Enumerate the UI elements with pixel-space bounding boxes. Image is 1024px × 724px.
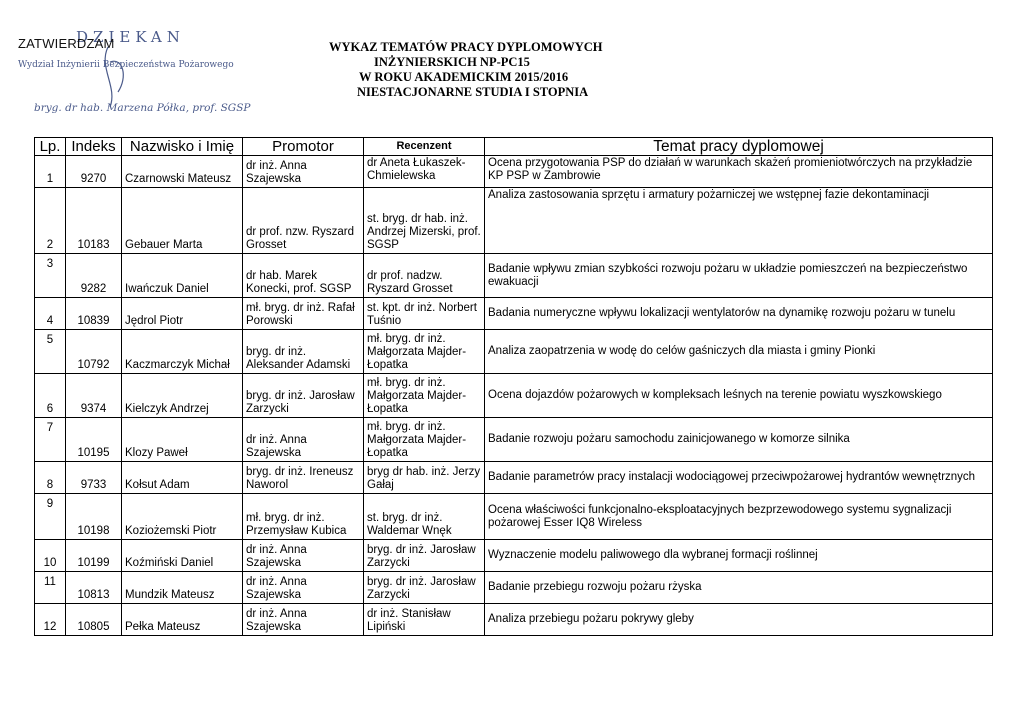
thesis-topics-table bbox=[34, 137, 993, 636]
row-index: 9282 bbox=[66, 254, 122, 298]
stamp-approval-label: ZATWIERDZAM bbox=[18, 36, 115, 51]
row-reviewer: dr inż. Stanisław Lipiński bbox=[364, 604, 485, 636]
header-name: Nazwisko i Imię bbox=[122, 138, 243, 156]
row-promoter: bryg. dr inż. Jarosław Zarzycki bbox=[243, 374, 364, 418]
row-index: 9270 bbox=[66, 156, 122, 188]
row-index: 10199 bbox=[66, 540, 122, 572]
row-lp: 12 bbox=[35, 604, 66, 636]
row-name: Kołsut Adam bbox=[122, 462, 243, 494]
row-lp: 8 bbox=[35, 462, 66, 494]
row-reviewer: bryg dr hab. inż. Jerzy Gałaj bbox=[364, 462, 485, 494]
row-name: Iwańczuk Daniel bbox=[122, 254, 243, 298]
row-index: 9733 bbox=[66, 462, 122, 494]
row-reviewer: bryg. dr inż. Jarosław Zarzycki bbox=[364, 572, 485, 604]
header-topic: Temat pracy dyplomowej bbox=[485, 138, 993, 156]
header-index: Indeks bbox=[66, 138, 122, 156]
row-index: 10805 bbox=[66, 604, 122, 636]
table-row bbox=[35, 540, 993, 572]
row-lp: 5 bbox=[35, 330, 66, 374]
table-row bbox=[35, 156, 993, 188]
row-promoter: dr hab. Marek Konecki, prof. SGSP bbox=[243, 254, 364, 298]
row-reviewer: dr Aneta Łukaszek-Chmielewska bbox=[364, 156, 485, 188]
table-row bbox=[35, 188, 993, 254]
row-lp: 10 bbox=[35, 540, 66, 572]
row-name: Klozy Paweł bbox=[122, 418, 243, 462]
row-lp: 1 bbox=[35, 156, 66, 188]
row-lp: 4 bbox=[35, 298, 66, 330]
document-title bbox=[329, 40, 603, 100]
row-topic: Ocena dojazdów pożarowych w kompleksach leśnych na terenie powiatu wyszkowskiego bbox=[485, 374, 993, 418]
table-row bbox=[35, 462, 993, 494]
table-row bbox=[35, 330, 993, 374]
row-topic: Analiza zaopatrzenia w wodę do celów gaśniczych dla miasta i gminy Pionki bbox=[485, 330, 993, 374]
table-header-row bbox=[35, 138, 993, 156]
row-topic: Badanie rozwoju pożaru samochodu zainicjowanego w komorze silnika bbox=[485, 418, 993, 462]
table-row bbox=[35, 298, 993, 330]
row-reviewer: dr prof. nadzw. Ryszard Grosset bbox=[364, 254, 485, 298]
row-topic: Badanie przebiegu rozwoju pożaru rżyska bbox=[485, 572, 993, 604]
row-reviewer: mł. bryg. dr inż. Małgorzata Majder-Łopatka bbox=[364, 330, 485, 374]
row-reviewer: st. bryg. dr inż. Waldemar Wnęk bbox=[364, 494, 485, 540]
row-promoter: bryg. dr inż. Aleksander Adamski bbox=[243, 330, 364, 374]
row-reviewer: st. bryg. dr hab. inż. Andrzej Mizerski, prof. SGSP bbox=[364, 188, 485, 254]
row-name: Czarnowski Mateusz bbox=[122, 156, 243, 188]
table-row bbox=[35, 374, 993, 418]
row-lp: 2 bbox=[35, 188, 66, 254]
title-line-4: NIESTACJONARNE STUDIA I STOPNIA bbox=[357, 85, 589, 99]
title-line-2: INŻYNIERSKICH NP-PC15 bbox=[374, 55, 530, 69]
row-promoter: bryg. dr inż. Ireneusz Naworol bbox=[243, 462, 364, 494]
table-row bbox=[35, 254, 993, 298]
header-reviewer: Recenzent bbox=[364, 138, 485, 156]
row-index: 10183 bbox=[66, 188, 122, 254]
row-name: Pełka Mateusz bbox=[122, 604, 243, 636]
stamp-dean-title: DZIEKAN bbox=[76, 28, 185, 46]
header-lp: Lp. bbox=[35, 138, 66, 156]
row-promoter: dr inż. Anna Szajewska bbox=[243, 604, 364, 636]
row-lp: 7 bbox=[35, 418, 66, 462]
row-promoter: dr inż. Anna Szajewska bbox=[243, 572, 364, 604]
stamp-signature: bryg. dr hab. Marzena Półka, prof. SGSP bbox=[34, 102, 251, 114]
row-name: Kaczmarczyk Michał bbox=[122, 330, 243, 374]
row-index: 10792 bbox=[66, 330, 122, 374]
row-promoter: dr inż. Anna Szajewska bbox=[243, 156, 364, 188]
table-row bbox=[35, 604, 993, 636]
row-index: 9374 bbox=[66, 374, 122, 418]
row-topic: Wyznaczenie modelu paliwowego dla wybranej formacji roślinnej bbox=[485, 540, 993, 572]
row-promoter: mł. bryg. dr inż. Rafał Porowski bbox=[243, 298, 364, 330]
row-lp: 6 bbox=[35, 374, 66, 418]
row-topic: Ocena przygotowania PSP do działań w warunkach skażeń promieniotwórczych na przykładzie KP PSP w Zambrowie bbox=[485, 156, 993, 188]
row-name: Koziożemski Piotr bbox=[122, 494, 243, 540]
row-promoter: dr inż. Anna Szajewska bbox=[243, 540, 364, 572]
row-topic: Badania numeryczne wpływu lokalizacji wentylatorów na dynamikę rozwoju pożaru w tunelu bbox=[485, 298, 993, 330]
title-line-1: WYKAZ TEMATÓW PRACY DYPLOMOWYCH bbox=[329, 40, 603, 54]
row-topic: Badanie wpływu zmian szybkości rozwoju pożaru w układzie pomieszczeń na bezpieczeństwo ewakuacji bbox=[485, 254, 993, 298]
row-index: 10813 bbox=[66, 572, 122, 604]
row-reviewer: mł. bryg. dr inż. Małgorzata Majder-Łopatka bbox=[364, 418, 485, 462]
row-name: Gebauer Marta bbox=[122, 188, 243, 254]
row-topic: Badanie parametrów pracy instalacji wodociągowej przeciwpożarowej hydrantów wewnętrznych bbox=[485, 462, 993, 494]
row-index: 10195 bbox=[66, 418, 122, 462]
row-topic: Analiza przebiegu pożaru pokrywy gleby bbox=[485, 604, 993, 636]
row-reviewer: bryg. dr inż. Jarosław Zarzycki bbox=[364, 540, 485, 572]
row-topic: Ocena właściwości funkcjonalno-eksploatacyjnych bezprzewodowego systemu sygnalizacji pożarowej Esser IQ8 Wireless bbox=[485, 494, 993, 540]
row-promoter: mł. bryg. dr inż. Przemysław Kubica bbox=[243, 494, 364, 540]
row-lp: 3 bbox=[35, 254, 66, 298]
row-name: Koźmiński Daniel bbox=[122, 540, 243, 572]
row-index: 10198 bbox=[66, 494, 122, 540]
row-topic: Analiza zastosowania sprzętu i armatury pożarniczej we wstępnej fazie dekontaminacji bbox=[485, 188, 993, 254]
row-lp: 9 bbox=[35, 494, 66, 540]
title-line-3: W ROKU AKADEMICKIM 2015/2016 bbox=[359, 70, 569, 84]
row-promoter: dr prof. nzw. Ryszard Grosset bbox=[243, 188, 364, 254]
table-row bbox=[35, 418, 993, 462]
row-index: 10839 bbox=[66, 298, 122, 330]
row-name: Mundzik Mateusz bbox=[122, 572, 243, 604]
row-name: Kielczyk Andrzej bbox=[122, 374, 243, 418]
header-promoter: Promotor bbox=[243, 138, 364, 156]
row-promoter: dr inż. Anna Szajewska bbox=[243, 418, 364, 462]
row-name: Jędrol Piotr bbox=[122, 298, 243, 330]
row-reviewer: mł. bryg. dr inż. Małgorzata Majder-Łopatka bbox=[364, 374, 485, 418]
row-reviewer: st. kpt. dr inż. Norbert Tuśnio bbox=[364, 298, 485, 330]
table-row bbox=[35, 572, 993, 604]
approval-stamp bbox=[18, 22, 251, 114]
row-lp: 11 bbox=[35, 572, 66, 604]
stamp-faculty: Wydział Inżynierii Bezpieczeństwa Pożarowego bbox=[18, 60, 234, 70]
table-row bbox=[35, 494, 993, 540]
